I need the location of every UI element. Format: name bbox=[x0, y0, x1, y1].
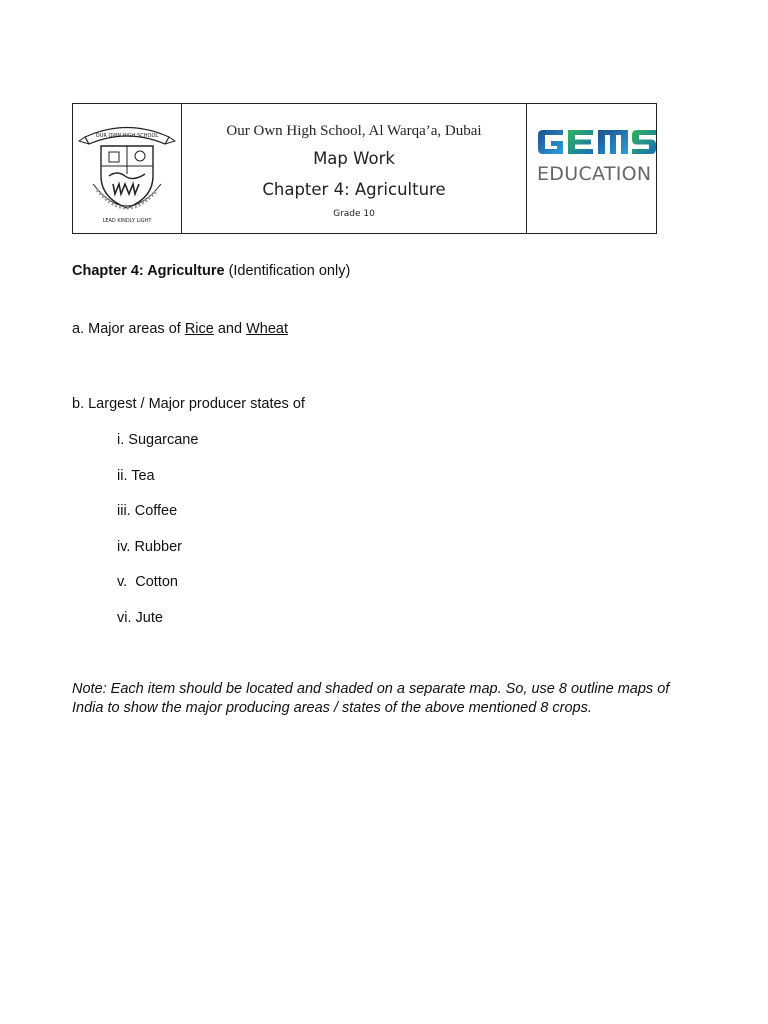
title-cell bbox=[182, 104, 527, 233]
crest-motto-top: OUR OWN HIGH SCHOOL bbox=[95, 133, 159, 139]
crop-list-item: i. Sugarcane bbox=[117, 432, 199, 448]
document-type: Map Work bbox=[313, 149, 395, 168]
crest-motto-bottom: LEAD KINDLY LIGHT bbox=[102, 218, 152, 224]
crop-list-item: iii. Coffee bbox=[117, 503, 178, 519]
header-table bbox=[72, 103, 657, 234]
section-heading-rest: (Identification only) bbox=[224, 263, 351, 279]
gems-wordmark-logo bbox=[537, 126, 657, 158]
item-a-wheat: Wheat bbox=[246, 321, 289, 337]
item-a bbox=[72, 321, 288, 337]
crop-list-item: vi. Jute bbox=[117, 610, 163, 626]
school-crest-cell bbox=[73, 104, 182, 233]
gems-subtitle: EDUCATION bbox=[537, 163, 652, 185]
gems-logo-cell bbox=[527, 104, 656, 233]
item-a-and: and bbox=[213, 321, 247, 337]
crop-list-item: ii. Tea bbox=[117, 468, 155, 484]
school-crest-logo bbox=[73, 104, 181, 233]
note-paragraph: Note: Each item should be located and shaded on a separate map. So, use 8 outline maps of India to show the major producing areas / states of the above mentioned 8 crops. bbox=[72, 681, 670, 716]
section-heading-bold: Chapter 4: Agriculture bbox=[72, 263, 225, 279]
crop-list-item: v. Cotton bbox=[117, 574, 178, 590]
item-a-rice: Rice bbox=[184, 321, 214, 337]
chapter-title: Chapter 4: Agriculture bbox=[262, 180, 446, 199]
item-a-prefix: a. Major areas of bbox=[72, 321, 185, 337]
section-heading bbox=[72, 263, 350, 279]
grade-label: Grade 10 bbox=[333, 209, 375, 219]
school-name: Our Own High School, Al Warqa’a, Dubai bbox=[226, 123, 482, 139]
crop-list-item: iv. Rubber bbox=[117, 539, 183, 555]
item-b: b. Largest / Major producer states of bbox=[72, 396, 305, 412]
